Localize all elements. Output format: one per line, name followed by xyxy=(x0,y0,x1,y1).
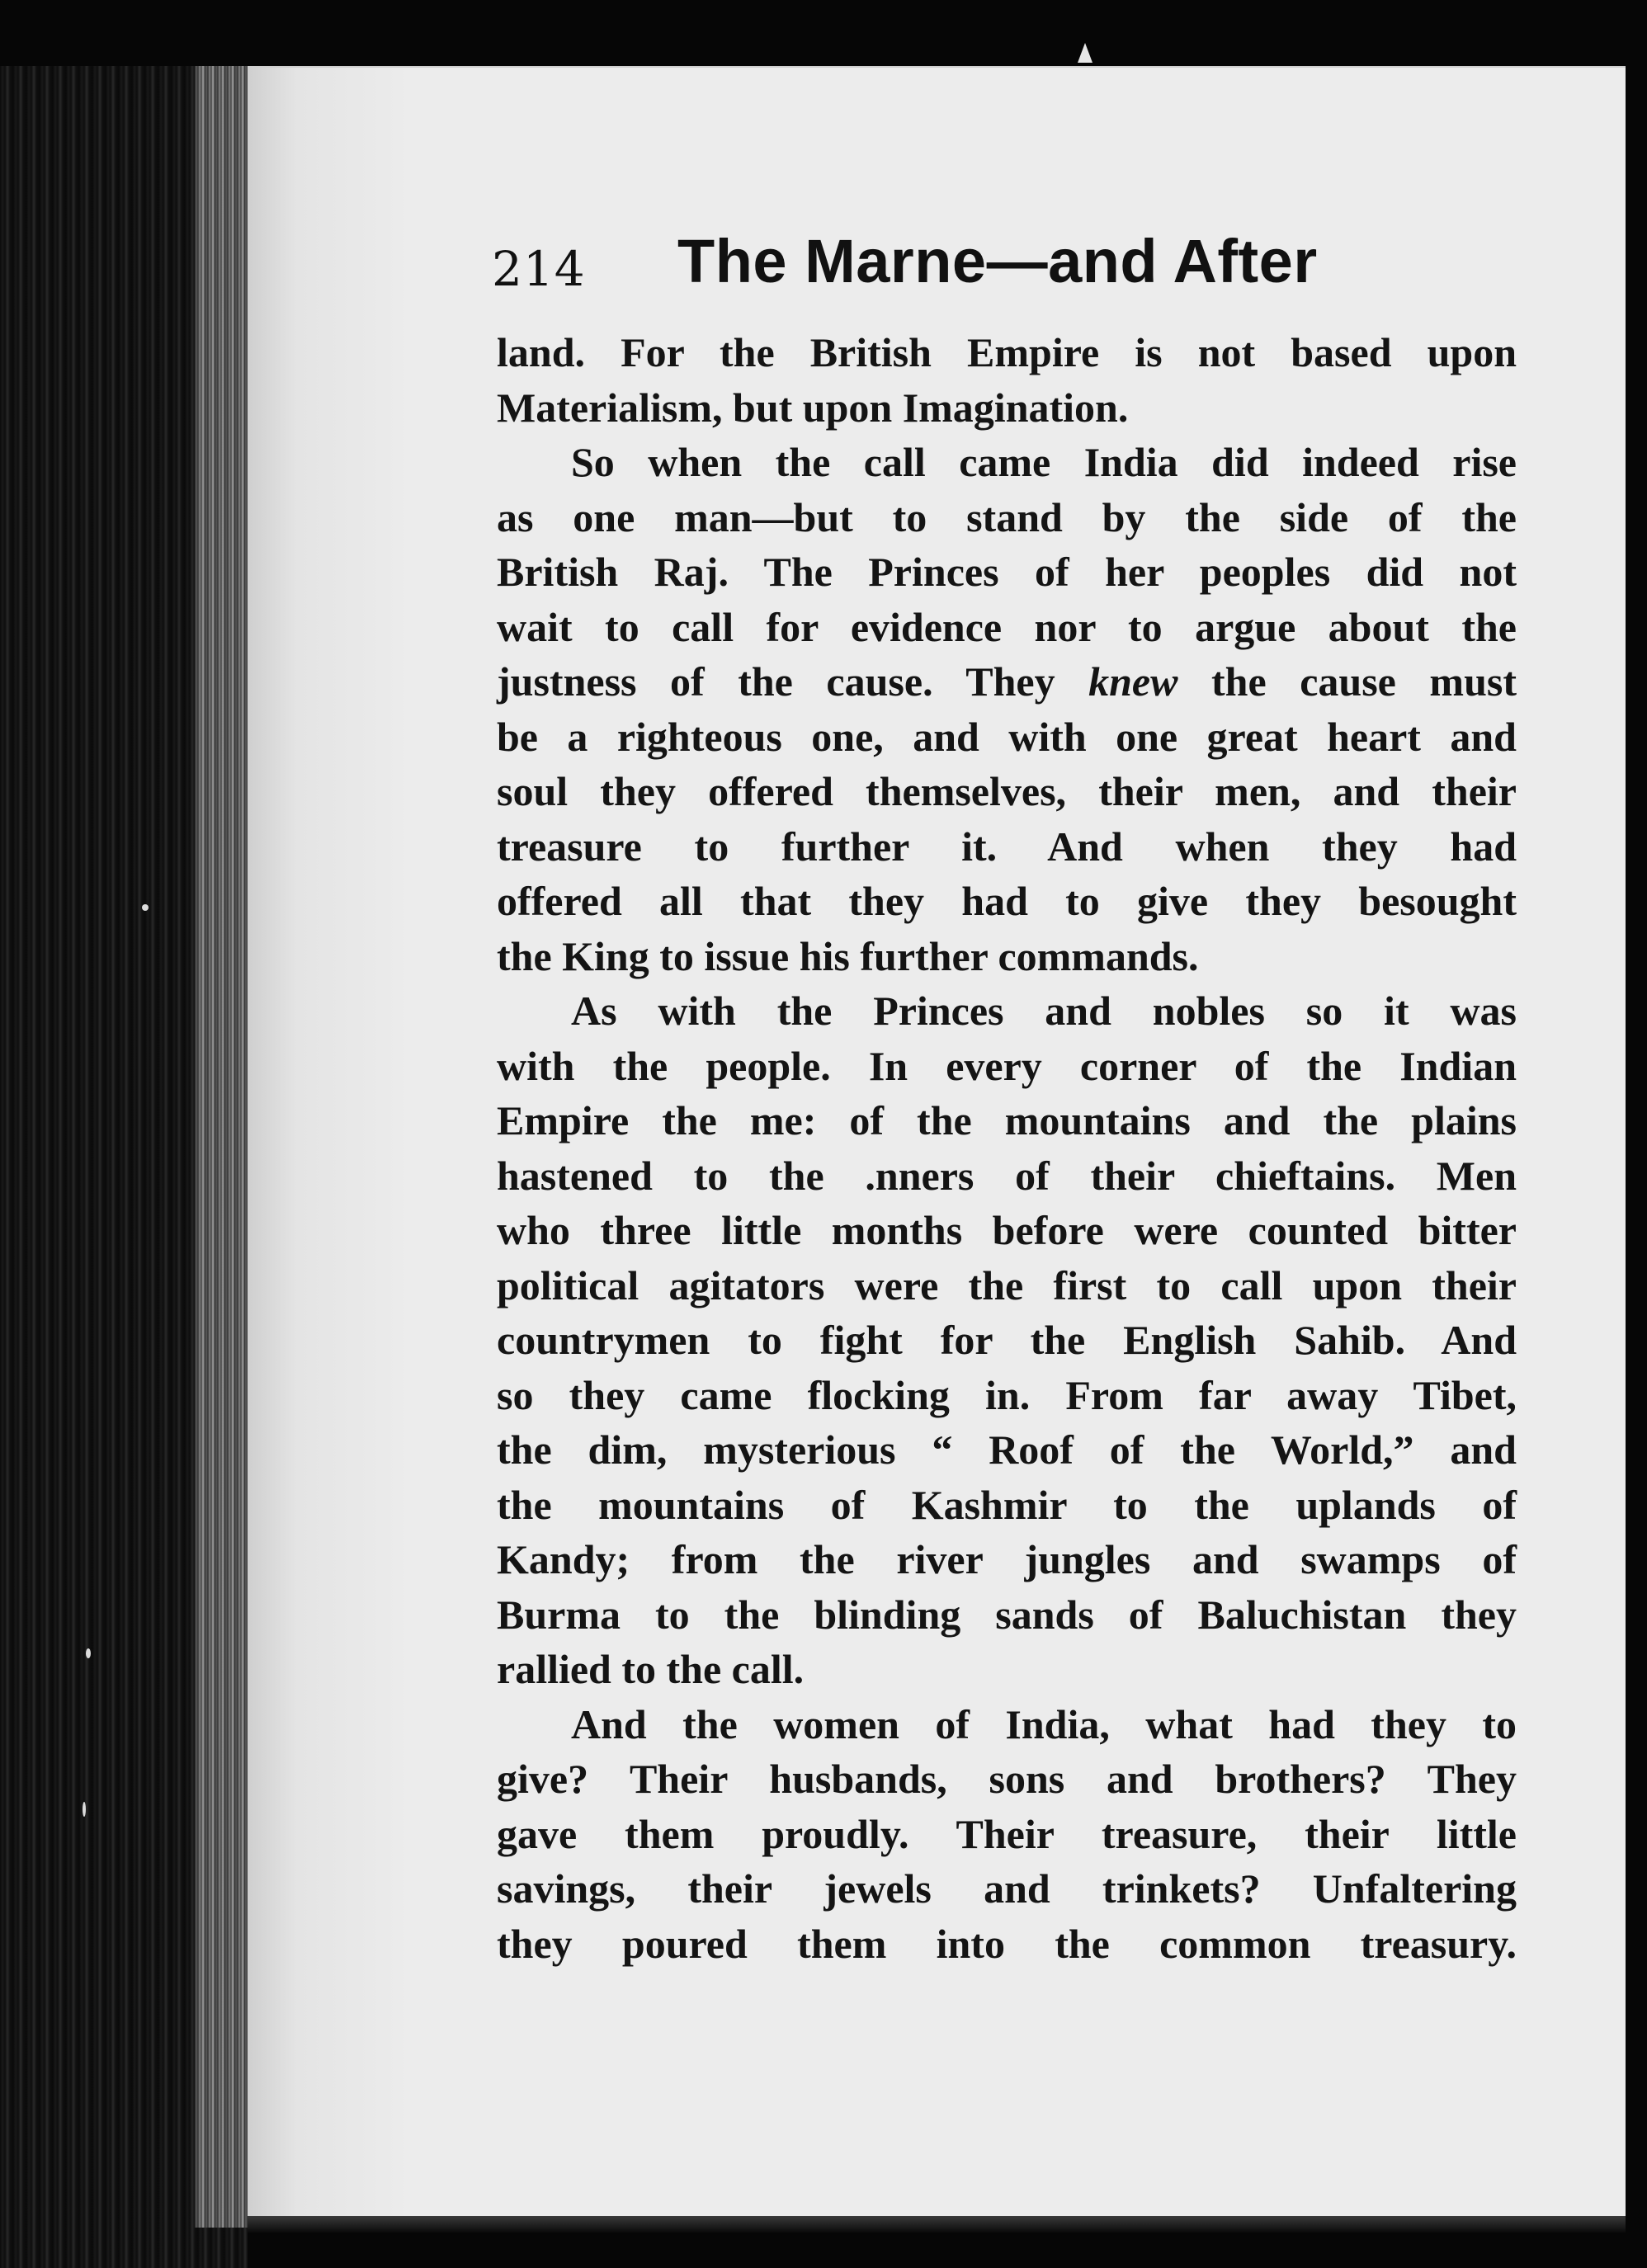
scan-speck xyxy=(86,1648,91,1658)
text-line: gave them proudly. Their treasure, their little xyxy=(497,1810,1517,1857)
text-line: be a righteous one, and with one great heart and xyxy=(497,713,1517,760)
text-line: And the women of India, what had they to xyxy=(571,1700,1517,1747)
text-line: offered all that they had to give they besought xyxy=(497,878,1517,924)
scan-speck xyxy=(142,904,149,911)
text-line: the mountains of Kashmir to the uplands of xyxy=(497,1481,1517,1528)
text-line-with-italic xyxy=(497,654,1517,710)
scan-mark xyxy=(1078,43,1092,63)
italic-word: knew xyxy=(1088,658,1178,705)
text-line: Materialism, but upon Imagination. xyxy=(497,384,1129,431)
text-line: hastened to the .nners of their chieftains. Men xyxy=(497,1152,1517,1199)
text-line: land. For the British Empire is not based upon xyxy=(497,329,1517,375)
text-line: soul they offered themselves, their men, and their xyxy=(497,768,1517,814)
page-edges xyxy=(195,66,252,2228)
text-line: the dim, mysterious “ Roof of the World,” and xyxy=(497,1426,1517,1473)
body-text xyxy=(497,325,1517,1971)
text-line: countrymen to fight for the English Sahib. And xyxy=(497,1317,1517,1363)
text-line: as one man—but to stand by the side of the xyxy=(497,493,1517,540)
page-number: 214 xyxy=(492,241,586,297)
text-line: so they came flocking in. From far away Tibet, xyxy=(497,1371,1517,1418)
scan-speck xyxy=(83,1802,86,1817)
text-line: Burma to the blinding sands of Baluchistan they xyxy=(497,1591,1517,1638)
text-line: savings, their jewels and trinkets? Unfaltering xyxy=(497,1865,1517,1912)
running-title: The Marne—and After xyxy=(677,227,1318,295)
text-line: with the people. In every corner of the Indian xyxy=(497,1042,1517,1089)
text-line: political agitators were the first to call upon their xyxy=(497,1261,1517,1308)
text-line: give? Their husbands, sons and brothers? They xyxy=(497,1756,1517,1802)
text-line: who three little months before were counted bitter xyxy=(497,1207,1517,1253)
text-line: As with the Princes and nobles so it was xyxy=(571,988,1517,1034)
text-line: they poured them into the common treasury. xyxy=(497,1920,1517,1967)
page-bottom-shadow xyxy=(248,2216,1626,2233)
running-head xyxy=(492,226,1515,309)
text-line: rallied to the call. xyxy=(497,1646,805,1692)
text-line: the King to issue his further commands. xyxy=(497,932,1199,979)
text-line: Empire the me: of the mountains and the plains xyxy=(497,1097,1517,1143)
text-segment: the cause must xyxy=(1211,658,1517,705)
text-line: wait to call for evidence nor to argue about the xyxy=(497,603,1517,650)
text-line: Kandy; from the river jungles and swamps of xyxy=(497,1536,1517,1582)
text-segment: justness of the cause. They xyxy=(497,658,1055,705)
text-line: British Raj. The Princes of her peoples did not xyxy=(497,549,1517,595)
text-line: treasure to further it. And when they had xyxy=(497,823,1517,870)
text-line: So when the call came India did indeed rise xyxy=(571,439,1517,485)
